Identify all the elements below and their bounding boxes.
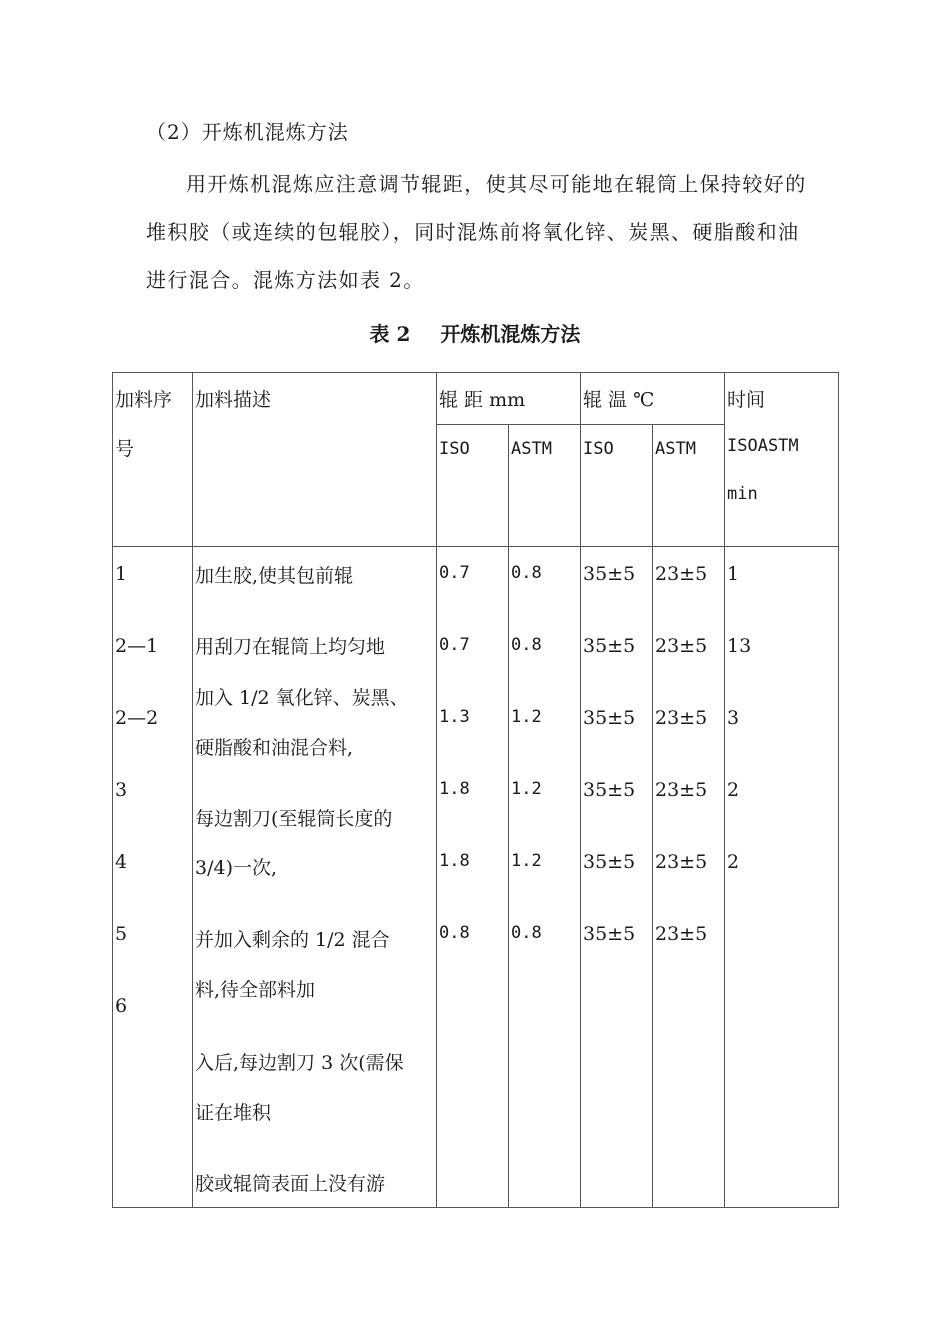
gap-iso-cell: 0.8 [439, 923, 470, 943]
time-column [725, 547, 839, 1208]
header-gap-iso [437, 425, 509, 547]
desc-line: 硬脂酸和油混合料, [195, 737, 354, 759]
temp-astm-cell: 23±5 [655, 635, 708, 657]
header-time-line2: ISOASTM [727, 436, 799, 456]
seq-column [113, 547, 193, 1208]
gap-iso-cell: 1.8 [439, 779, 470, 799]
desc-line: 入后,每边割刀 3 次(需保 [195, 1052, 404, 1074]
seq-cell: 2—1 [115, 635, 159, 657]
gap-iso-cell: 1.3 [439, 707, 470, 727]
gap-iso-column [437, 547, 509, 1208]
temp-iso-cell: 35±5 [583, 635, 636, 657]
temp-astm-column [653, 547, 725, 1208]
body-paragraph [146, 160, 816, 304]
header-temp-iso-text: ISO [583, 439, 614, 459]
gap-iso-cell: 0.7 [439, 635, 470, 655]
table-caption [0, 318, 950, 347]
gap-astm-cell: 0.8 [511, 635, 542, 655]
seq-cell: 2—2 [115, 707, 159, 729]
time-cell: 2 [727, 779, 740, 801]
temp-astm-cell: 23±5 [655, 707, 708, 729]
gap-iso-cell: 0.7 [439, 563, 470, 583]
header-temp-astm-text: ASTM [655, 439, 696, 459]
header-time-line3: min [727, 484, 758, 504]
gap-astm-cell: 1.2 [511, 779, 542, 799]
desc-line: 证在堆积 [195, 1102, 272, 1124]
seq-cell: 1 [115, 563, 128, 585]
header-gap-astm-text: ASTM [511, 439, 552, 459]
header-seq-line2: 号 [115, 438, 135, 460]
temp-iso-cell: 35±5 [583, 923, 636, 945]
gap-iso-cell: 1.8 [439, 851, 470, 871]
header-time-line1: 时间 [727, 389, 766, 411]
desc-line: 用刮刀在辊筒上均匀地 [195, 636, 386, 658]
seq-cell: 4 [115, 851, 128, 873]
gap-astm-cell: 1.2 [511, 707, 542, 727]
header-time [725, 373, 839, 547]
desc-line: 并加入剩余的 1/2 混合 [195, 929, 390, 951]
temp-iso-cell: 35±5 [583, 851, 636, 873]
header-gap-text: 辊 距 mm [439, 389, 526, 411]
time-cell: 1 [727, 563, 740, 585]
seq-cell: 6 [115, 995, 128, 1017]
header-seq-line1: 加料序 [115, 389, 173, 411]
temp-astm-cell: 23±5 [655, 779, 708, 801]
gap-astm-column [509, 547, 581, 1208]
header-desc-text: 加料描述 [195, 389, 272, 411]
desc-line: 3/4)一次, [195, 857, 278, 879]
temp-astm-cell: 23±5 [655, 851, 708, 873]
time-cell: 2 [727, 851, 740, 873]
header-gap [437, 373, 581, 425]
header-gap-iso-text: ISO [439, 439, 470, 459]
header-gap-astm [509, 425, 581, 547]
caption-label: 表 2 [369, 322, 411, 346]
desc-line: 料,待全部料加 [195, 979, 316, 1001]
desc-column [193, 547, 437, 1208]
temp-iso-cell: 35±5 [583, 707, 636, 729]
gap-astm-cell: 1.2 [511, 851, 542, 871]
gap-astm-cell: 0.8 [511, 923, 542, 943]
desc-line: 胶或辊筒表面上没有游 [195, 1173, 386, 1195]
header-temp-text: 辊 温 ℃ [583, 389, 655, 411]
caption-title: 开炼机混炼方法 [440, 322, 581, 346]
desc-line: 加生胶,使其包前辊 [195, 565, 354, 587]
temp-iso-column [581, 547, 653, 1208]
gap-astm-cell: 0.8 [511, 563, 542, 583]
seq-cell: 3 [115, 779, 128, 801]
time-cell: 3 [727, 707, 740, 729]
temp-iso-cell: 35±5 [583, 563, 636, 585]
temp-astm-cell: 23±5 [655, 923, 708, 945]
header-temp-iso [581, 425, 653, 547]
time-cell: 13 [727, 635, 752, 657]
header-temp-astm [653, 425, 725, 547]
paragraph-text: 用开炼机混炼应注意调节辊距，使其尽可能地在辊筒上保持较好的堆积胶（或连续的包辊胶），同时混炼前将氧化锌、炭黑、硬脂酸和油进行混合。混炼方法如表 2。 [146, 172, 807, 292]
desc-line: 每边割刀(至辊筒长度的 [195, 808, 393, 830]
temp-astm-cell: 23±5 [655, 563, 708, 585]
desc-line: 加入 1/2 氧化锌、炭黑、 [195, 687, 409, 709]
header-temp [581, 373, 725, 425]
header-desc [193, 373, 437, 547]
header-seq [113, 373, 193, 547]
temp-iso-cell: 35±5 [583, 779, 636, 801]
section-heading: （2）开炼机混炼方法 [146, 120, 349, 144]
seq-cell: 5 [115, 923, 128, 945]
mixing-method-table [112, 372, 839, 1208]
